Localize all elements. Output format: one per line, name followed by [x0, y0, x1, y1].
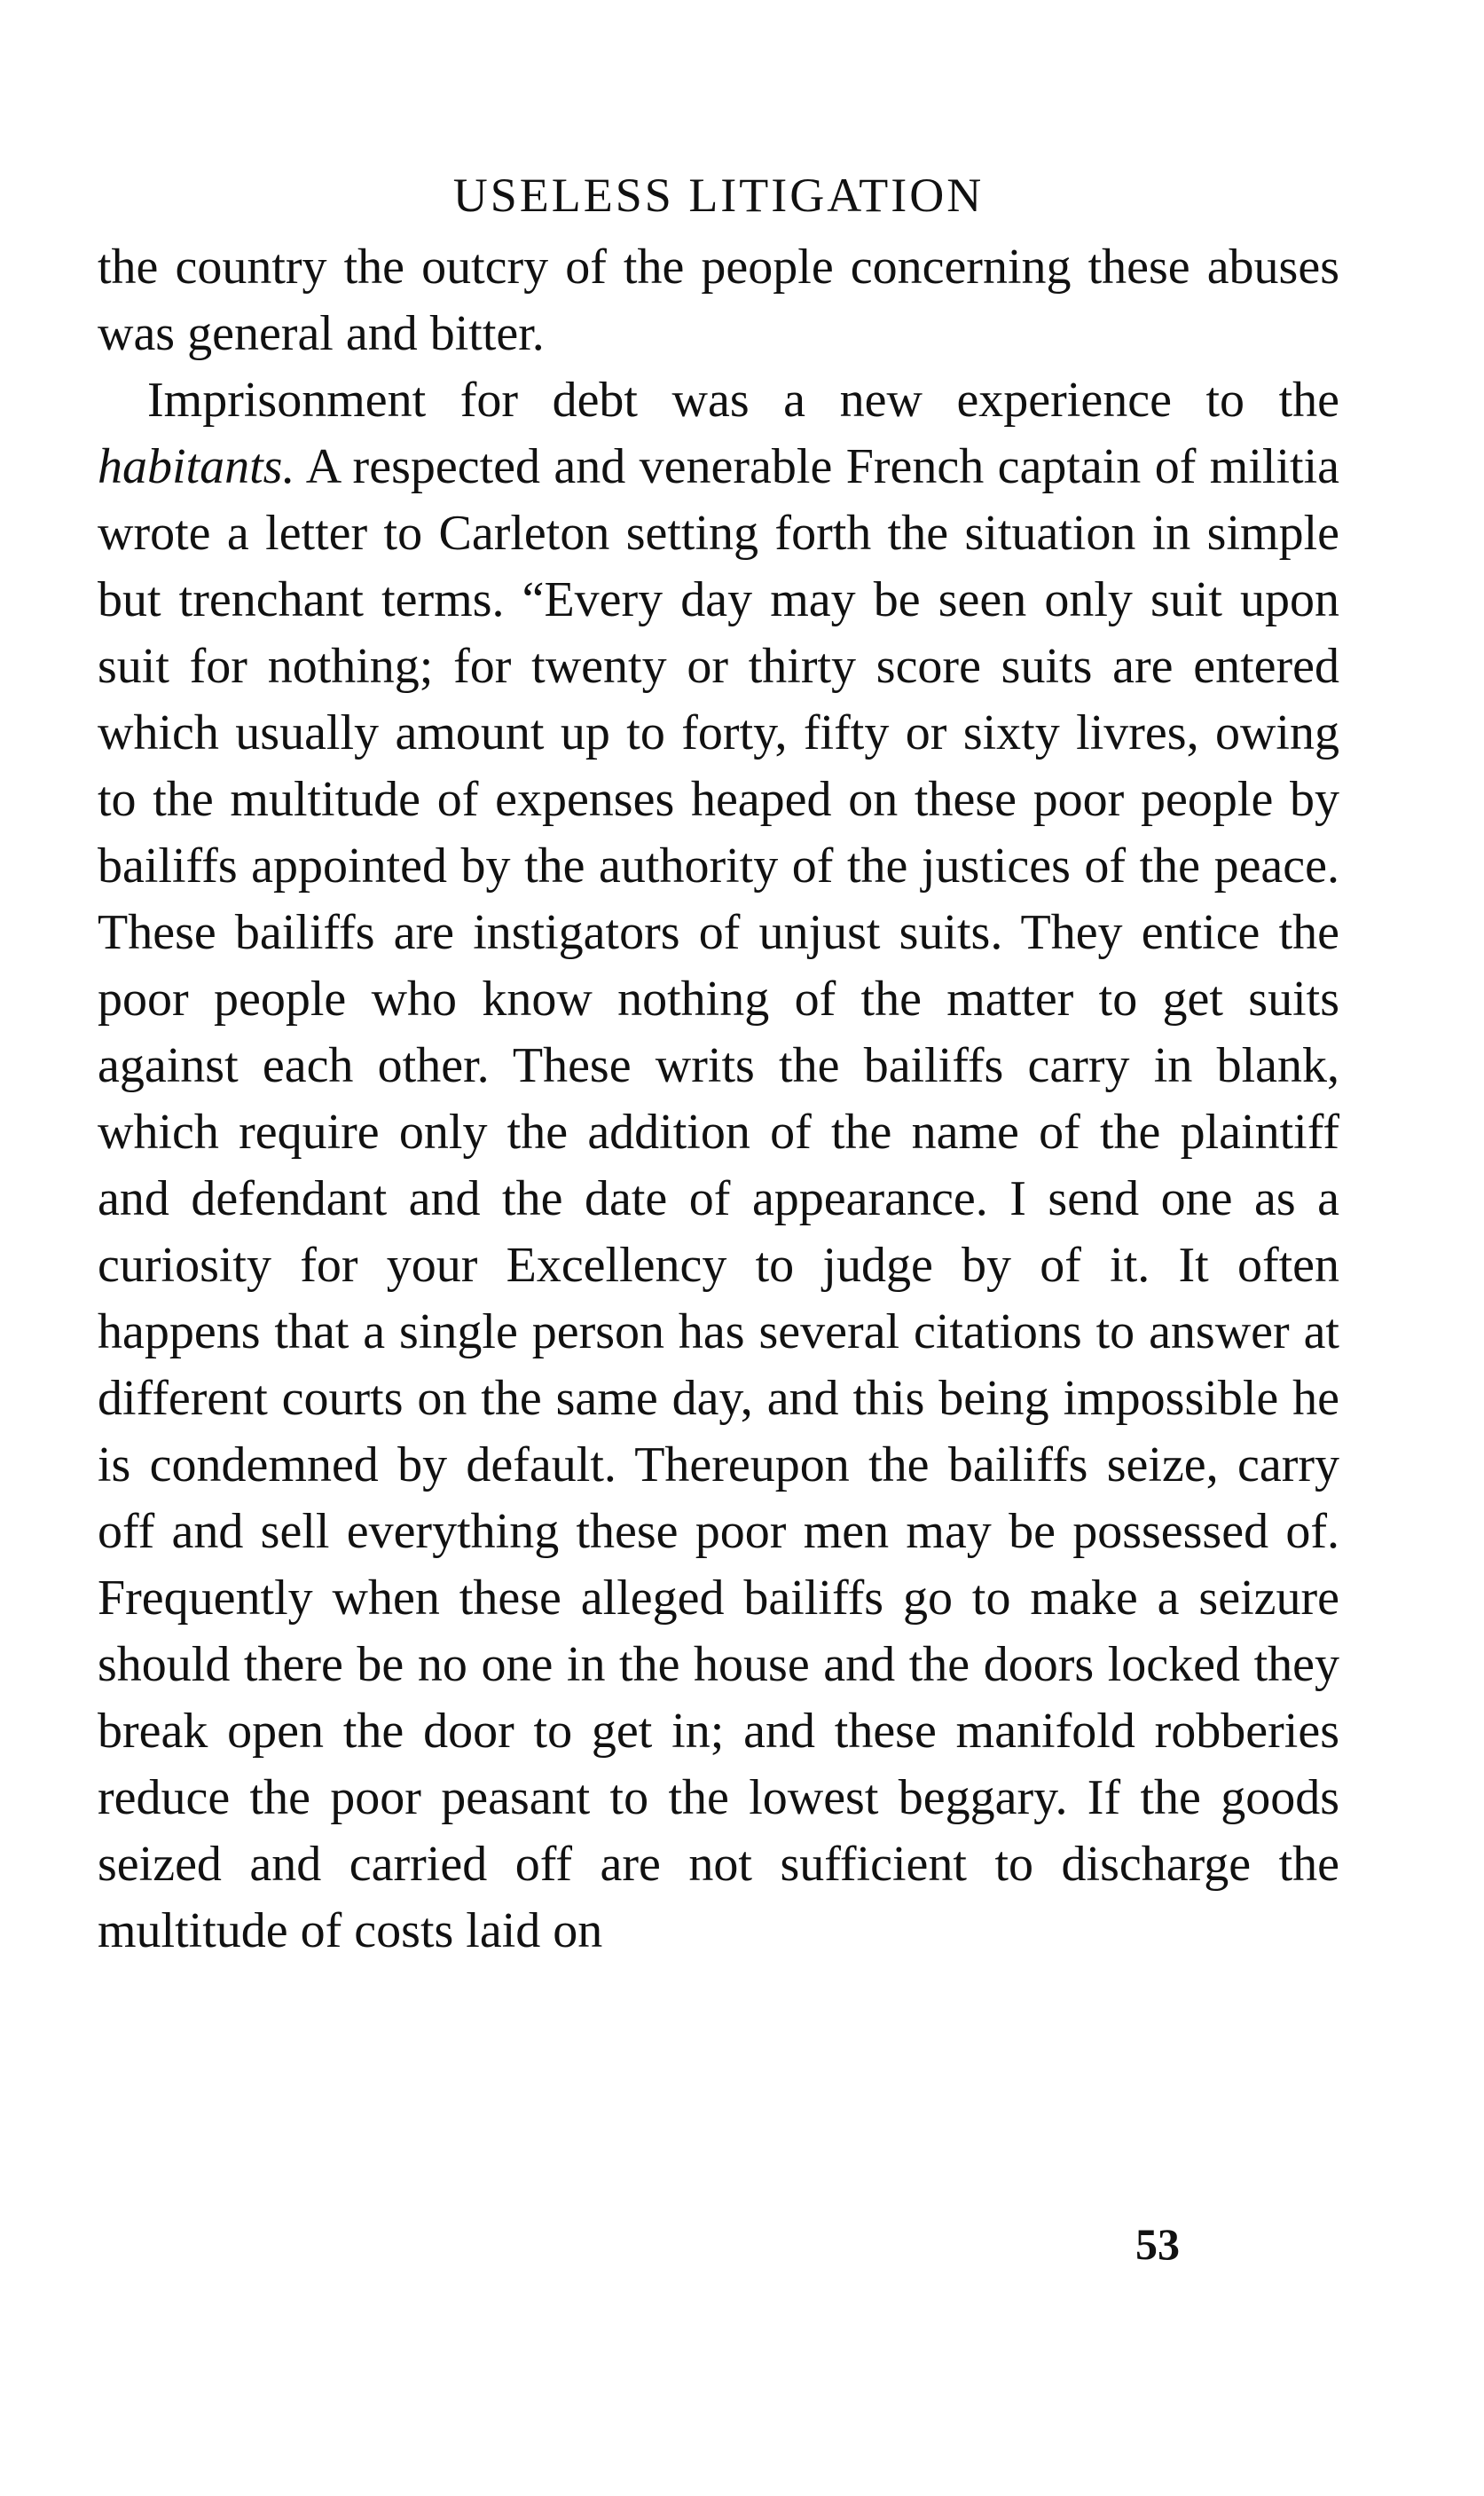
paragraph-imprisonment [98, 367, 1339, 1965]
running-head: USELESS LITIGATION [452, 169, 985, 222]
paragraph-text-rest: A respected and venerable French captain of militia wrote a letter to Carleton setting forth the situation in simple but trenchant terms. “Every day may be seen only suit upon suit for nothing; for twenty or thirty score suits are entered which usually amount up to forty, fifty or sixty livres, owing to the multitude of expenses heaped on these poor people by bailiffs appointed by the authority of the justices of the peace. These bailiffs are instigators of unjust suits. They entice the poor people who know nothing of the matter to get suits against each other. These writs the bailiffs carry in blank, which require only the addition of the name of the plaintiff and defendant and the date of appearance. I send one as a curiosity for your Excellency to judge by of it. It often happens that a single person has several citations to answer at different courts on the same day, and this being impossible he is condemned by default. Thereupon the bailiffs seize, carry off and sell everything these poor men may be possessed of. Frequently when these alleged bailiffs go to make a seizure should there be no one in the house and the doors locked they break open the door to get in; and these manifold robberies reduce the poor peasant to the lowest beggary. If the goods seized and carried off are not sufficient to discharge the multitude of costs laid on [98, 439, 1339, 1958]
page [98, 169, 1339, 1965]
body-text [98, 234, 1339, 1965]
page-number: 53 [1135, 2219, 1180, 2269]
italic-term: habitants. [98, 439, 295, 494]
paragraph-text-start: Imprisonment for debt was a new experience to the [147, 373, 1339, 428]
paragraph-continuation: the country the outcry of the people concerning these abuses was general and bitter. [98, 240, 1339, 361]
